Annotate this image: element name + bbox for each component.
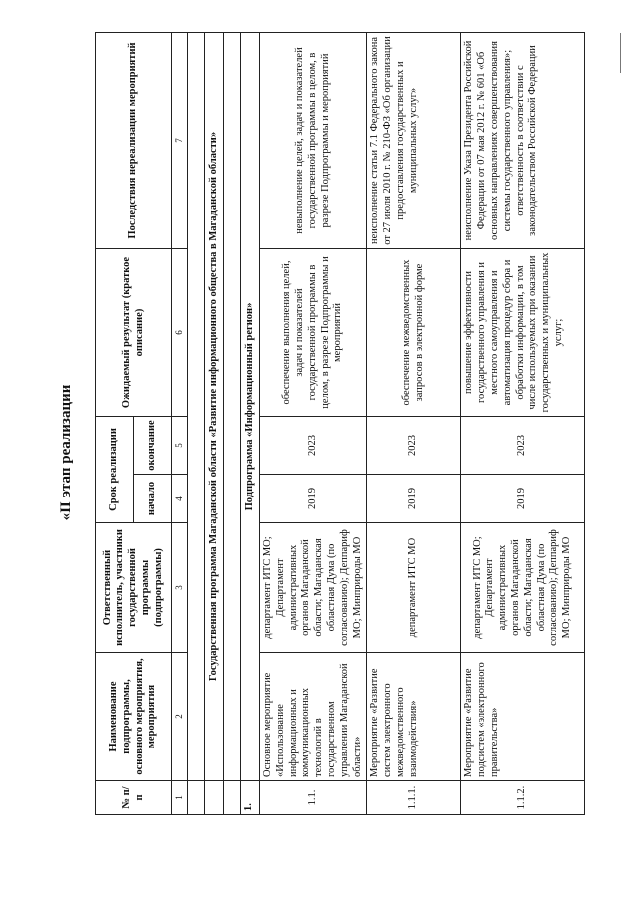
row-responsible: департамент ИТС МО; Департамент административных органов Магаданской области; Магаданская областная Дума (по согласованию); Деппариф МО; Минприроды МО bbox=[259, 523, 366, 653]
header-num: № п/п bbox=[96, 781, 172, 815]
row-responsible: департамент ИТС МО bbox=[367, 523, 461, 653]
row-end: 2023 bbox=[461, 417, 585, 475]
header-consequences: Последствия нереализации мероприятий bbox=[96, 33, 172, 249]
spacer-row bbox=[187, 33, 204, 815]
table-row bbox=[259, 33, 366, 815]
row-consequences: неисполнение Указа Президента Российской Федерации от 07 мая 2012 г. № 601 «Об основных направлениях совершенствования системы государственного управления»; ответственность в соответствии с законодательством Российской Федерации bbox=[461, 33, 585, 249]
row-name: Мероприятие «Развитие подсистем «электронного правительства» bbox=[461, 653, 585, 781]
table-row bbox=[461, 33, 585, 815]
row-responsible: департамент ИТС МО; Департамент административных органов Магаданской области; Магаданская областная Дума (по согласованию); Деппариф МО; Минприроды МО bbox=[461, 523, 585, 653]
row-result: обеспечение выполнения целей, задач и показателей государственной программы в целом, в разрезе Подпрограммы и мероприятий bbox=[259, 249, 366, 417]
subprogram-row bbox=[240, 33, 259, 815]
row-consequences: невыполнение целей, задач и показателей государственной программы в целом, в разрезе Подпрограммы и мероприятий bbox=[259, 33, 366, 249]
header-start: начало bbox=[134, 475, 172, 523]
column-number-row bbox=[172, 33, 188, 815]
row-start: 2019 bbox=[461, 475, 585, 523]
row-consequences: неисполнение статьи 7.1 Федерального закона от 27 июля 2010 г. № 210-ФЗ «Об организации предоставления государственных и муниципальных услуг» bbox=[367, 33, 461, 249]
program-row bbox=[204, 33, 223, 815]
row-name: Мероприятие «Развитие систем электронного межведомственного взаимодействия» bbox=[367, 653, 461, 781]
row-start: 2019 bbox=[367, 475, 461, 523]
row-num: 1.1.1. bbox=[367, 781, 461, 815]
header-result: Ожидаемый результат (краткое описание) bbox=[96, 249, 172, 417]
col-number: 6 bbox=[172, 249, 188, 417]
spacer-row bbox=[223, 33, 240, 815]
program-title: Государственная программа Магаданской области «Развитие информационного общества в Магаданской области» bbox=[204, 33, 223, 781]
table-row bbox=[367, 33, 461, 815]
header-row bbox=[96, 33, 134, 815]
bottom-divider bbox=[620, 33, 621, 73]
implementation-table bbox=[95, 32, 585, 815]
col-number: 3 bbox=[172, 523, 188, 653]
col-number: 2 bbox=[172, 653, 188, 781]
page-title: «II этап реализации bbox=[58, 384, 74, 521]
row-result: повышение эффективности государственного управления и местного самоуправления и автоматизация процедур сбора и обработки информации, в том числе используемых при оказании государственных и муниципальных услуг; bbox=[461, 249, 585, 417]
row-num: 1.1.2. bbox=[461, 781, 585, 815]
row-name: Основное мероприятие «Использование информационных и коммуникационных технологий в государственном управлении Магаданской области» bbox=[259, 653, 366, 781]
subprogram-title: Подпрограмма «Информационный регион» bbox=[240, 33, 259, 781]
subprogram-num: 1. bbox=[240, 781, 259, 815]
col-number: 1 bbox=[172, 781, 188, 815]
row-num: 1.1. bbox=[259, 781, 366, 815]
row-result: обеспечение межведомственных запросов в электронной форме bbox=[367, 249, 461, 417]
header-responsible: Ответственный исполнитель, участники государственной программы (подпрограммы) bbox=[96, 523, 172, 653]
header-term: Срок реализации bbox=[96, 417, 134, 523]
row-end: 2023 bbox=[367, 417, 461, 475]
row-end: 2023 bbox=[259, 417, 366, 475]
row-start: 2019 bbox=[259, 475, 366, 523]
header-name: Наименование подпрограммы, основного мероприятия, мероприятия bbox=[96, 653, 172, 781]
col-number: 5 bbox=[172, 417, 188, 475]
col-number: 4 bbox=[172, 475, 188, 523]
col-number: 7 bbox=[172, 33, 188, 249]
header-end: окончание bbox=[134, 417, 172, 475]
